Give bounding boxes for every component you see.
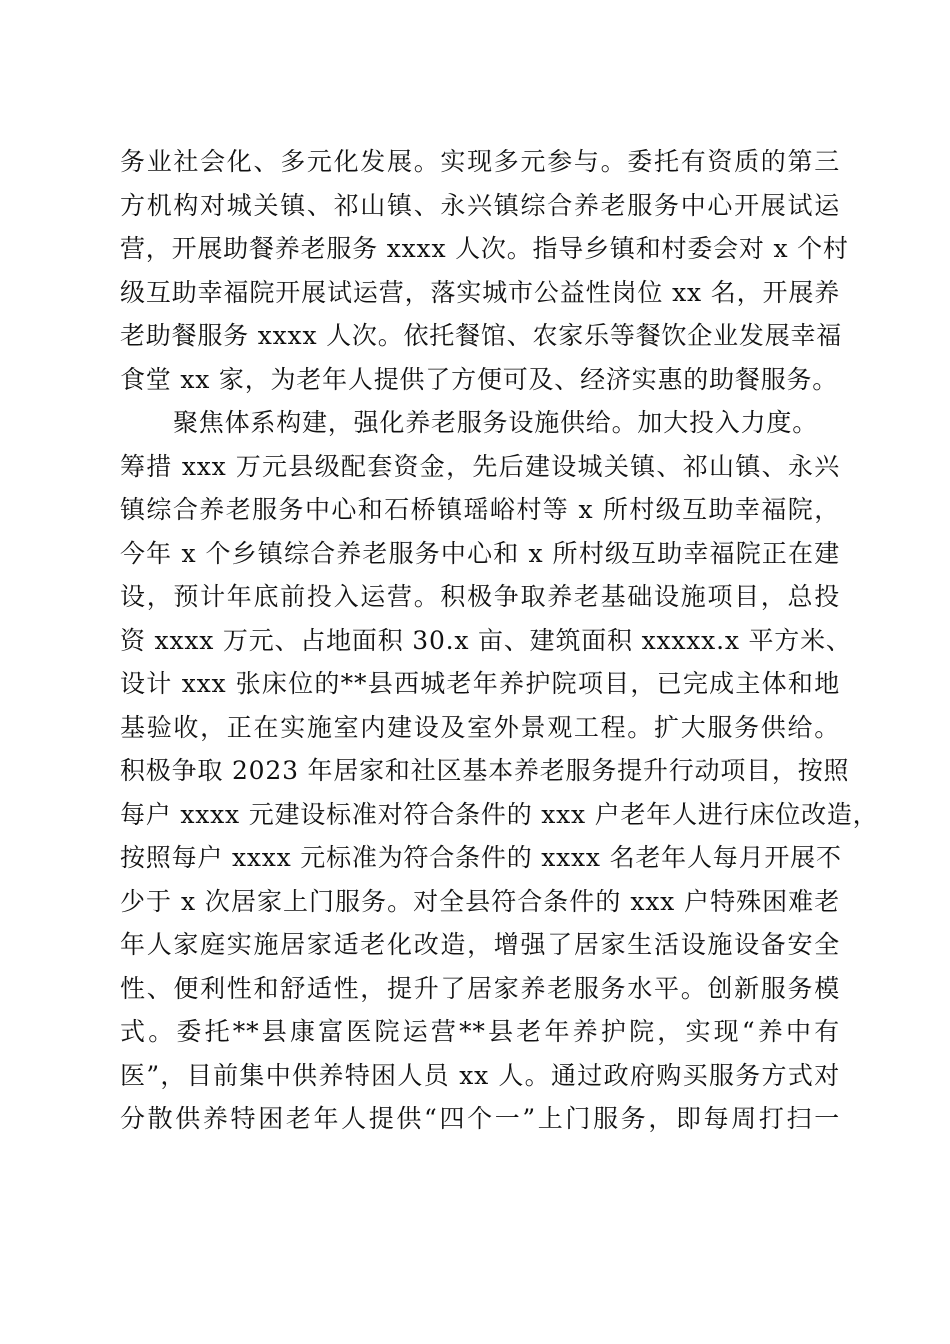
text-line: 设计 xxx 张床位的**县西城老年养护院项目，已完成主体和地 [120, 669, 840, 698]
text-line: 聚焦体系构建，强化养老服务设施供给。加大投入力度。 [173, 408, 819, 437]
body-text [120, 140, 879, 1141]
text-line: 医”，目前集中供养特困人员 xx 人。通过政府购买服务方式对 [120, 1060, 840, 1090]
text-line: 资 xxxx 万元、占地面积 30.x 亩、建筑面积 xxxxx.x 平方米、 [120, 625, 852, 655]
text-line: 设，预计年底前投入运营。积极争取养老基础设施项目，总投 [120, 582, 840, 611]
text-line: 今年 x 个乡镇综合养老服务中心和 x 所村级互助幸福院正在建 [120, 538, 840, 568]
paragraph-1 [120, 140, 849, 401]
text-line: 分散供养特困老年人提供“四个一”上门服务，即每周打扫一 [120, 1104, 840, 1133]
text-line: 每户 xxxx 元建设标准对符合条件的 xxx 户老年人进行床位改造， [120, 799, 879, 829]
text-line: 务业社会化、多元化发展。实现多元参与。委托有资质的第三 [120, 147, 840, 176]
text-line: 积极争取 2023 年居家和社区基本养老服务提升行动项目，按照 [120, 756, 850, 785]
text-line: 筹措 xxx 万元县级配套资金，先后建设城关镇、祁山镇、永兴 [120, 451, 840, 481]
text-line: 基验收，正在实施室内建设及室外景观工程。扩大服务供给。 [120, 712, 840, 742]
text-line: 营，开展助餐养老服务 xxxx 人次。指导乡镇和村委会对 x 个村 [120, 234, 849, 263]
text-line: 级互助幸福院开展试运营，落实城市公益性岗位 xx 名，开展养 [120, 277, 841, 307]
text-line: 少于 x 次居家上门服务。对全县符合条件的 xxx 户特殊困难老 [120, 886, 840, 916]
text-line: 镇综合养老服务中心和石桥镇瑶峪村等 x 所村级互助幸福院， [120, 495, 840, 524]
text-line: 食堂 xx 家，为老年人提供了方便可及、经济实惠的助餐服务。 [120, 364, 839, 394]
text-line: 老助餐服务 xxxx 人次。依托餐馆、农家乐等餐饮企业发展幸福 [120, 321, 843, 350]
text-line: 年人家庭实施居家适老化改造，增强了居家生活设施设备安全 [120, 930, 840, 959]
text-line: 式。委托**县康富医院运营**县老年养护院，实现“养中有 [120, 1017, 840, 1046]
text-line: 方机构对城关镇、祁山镇、永兴镇综合养老服务中心开展试运 [120, 190, 840, 220]
text-line: 性、便利性和舒适性，提升了居家养老服务水平。创新服务模 [120, 973, 840, 1003]
paragraph-2 [120, 401, 879, 1141]
text-line: 按照每户 xxxx 元标准为符合条件的 xxxx 名老年人每月开展不 [120, 843, 842, 872]
